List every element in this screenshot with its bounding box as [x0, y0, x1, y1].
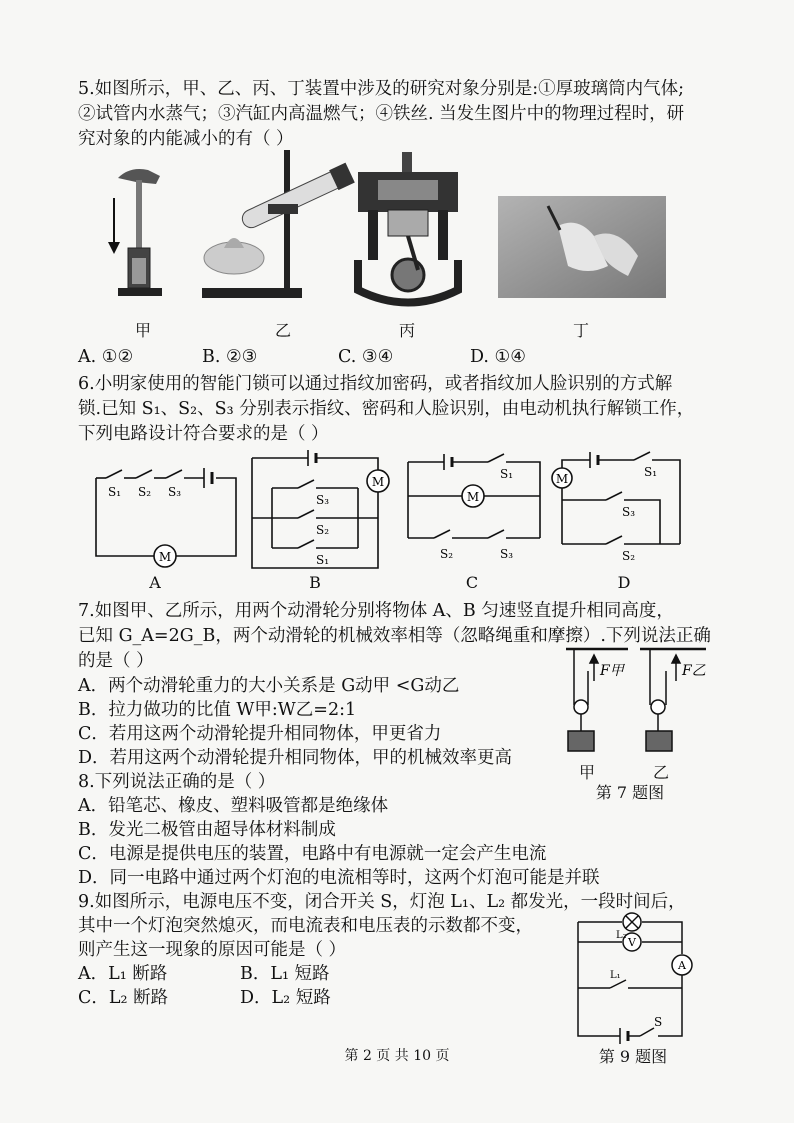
q8-option-c[interactable]: C．电源是提供电压的装置，电路中有电源就一定会产生电流 [78, 844, 547, 864]
q5-fig-label-ding: 丁 [572, 321, 589, 340]
q6-c-s1: S₁ [500, 467, 514, 481]
q9-option-d[interactable]: D．L₂ 短路 [240, 988, 331, 1008]
q5-text-line1: 5.如图所示，甲、乙、丙、丁装置中涉及的研究对象分别是:①厚玻璃筒内气体; [78, 79, 684, 99]
q5-fig-ding-wire [498, 196, 666, 298]
q9-text-line1: 9.如图所示，电源电压不变，闭合开关 S，灯泡 L₁、L₂ 都发光，一段时间后， [78, 892, 686, 912]
q6-circuit-label-a[interactable]: A [149, 573, 161, 592]
q7-force-yi: F乙 [682, 663, 706, 679]
q9-text-line2: 其中一个灯泡突然熄灭，而电流表和电压表的示数都不变， [78, 916, 533, 936]
q7-option-d[interactable]: D．若用这两个动滑轮提升相同物体，甲的机械效率更高 [78, 748, 513, 768]
q6-a-s3: S₃ [168, 485, 182, 499]
q6-a-motor: M [158, 550, 172, 564]
q7-text-line1: 7.如图甲、乙所示，用两个动滑轮分别将物体 A、B 匀速竖直提升相同高度， [78, 601, 674, 621]
q7-option-b[interactable]: B．拉力做功的比值 W甲:W乙=2:1 [78, 700, 357, 720]
q9-option-a[interactable]: A．L₁ 断路 [78, 964, 168, 984]
q7-fig-caption: 第 7 题图 [595, 783, 665, 802]
q9-label-l2: L₂ [616, 930, 627, 941]
q6-b-s1: S₁ [316, 553, 330, 567]
q5-option-c[interactable]: C. ③④ [338, 347, 394, 367]
q9-fig-caption: 第 9 题图 [598, 1047, 668, 1066]
q9-option-b[interactable]: B．L₁ 短路 [240, 964, 330, 984]
q6-circuit-b [248, 448, 396, 576]
q7-text-line2: 已知 G_A=2G_B，两个动滑轮的机械效率相等（忽略绳重和摩擦）.下列说法正确 [78, 626, 711, 646]
q5-fig-label-jia: 甲 [134, 321, 151, 340]
q6-d-s1: S₁ [644, 465, 658, 479]
q7-option-c[interactable]: C．若用这两个动滑轮提升相同物体，甲更省力 [78, 724, 442, 744]
q5-option-a[interactable]: A. ①② [78, 347, 134, 367]
q5-fig-bing-engine [338, 150, 478, 310]
q6-c-s2: S₂ [440, 547, 454, 561]
q6-a-s1: S₁ [108, 485, 122, 499]
q6-circuit-label-b[interactable]: B [309, 573, 321, 592]
q6-d-s3: S₃ [622, 505, 636, 519]
q5-text-line2: ②试管内水蒸气；③汽缸内高温燃气；④铁丝. 当发生图片中的物理过程时，研 [78, 104, 685, 124]
q6-circuit-a [92, 462, 240, 570]
q7-option-a[interactable]: A．两个动滑轮重力的大小关系是 G动甲 <G动乙 [78, 676, 460, 696]
q8-text-line1: 8.下列说法正确的是（ ） [78, 772, 276, 792]
q6-a-s2: S₂ [138, 485, 152, 499]
q6-circuit-label-c[interactable]: C [465, 573, 479, 592]
q9-label-l1: L₁ [610, 970, 621, 981]
q6-circuit-label-d[interactable]: D [617, 573, 631, 592]
q5-option-d[interactable]: D. ①④ [470, 347, 526, 367]
q5-fig-yi-testtube [198, 148, 358, 308]
q9-label-s: S [654, 1015, 663, 1029]
q5-text-line3: 究对象的内能减小的有（ ） [78, 129, 294, 149]
q6-circuit-c [404, 448, 544, 568]
q7-fig-label-jia: 甲 [578, 763, 595, 782]
q5-fig-label-yi: 乙 [274, 321, 291, 340]
q5-option-b[interactable]: B. ②③ [202, 347, 258, 367]
q6-text-line2: 锁.已知 S₁、S₂、S₃ 分别表示指纹、密码和人脸识别，由电动机执行解锁工作， [78, 399, 695, 419]
q6-d-s2: S₂ [622, 549, 636, 563]
q7-force-jia: F甲 [600, 663, 624, 679]
q5-fig-jia-cylinder [100, 158, 180, 308]
q6-c-motor: M [466, 490, 480, 504]
q6-b-motor: M [371, 475, 385, 489]
q9-fig-circuit [570, 912, 696, 1048]
q7-fig-pulleys [562, 645, 710, 763]
q6-d-motor: M [555, 472, 569, 486]
q7-text-line3: 的是（ ） [78, 651, 154, 671]
q6-c-s3: S₃ [500, 547, 514, 561]
q8-option-d[interactable]: D．同一电路中通过两个灯泡的电流相等时，这两个灯泡可能是并联 [78, 868, 600, 888]
q9-text-line3: 则产生这一现象的原因可能是（ ） [78, 940, 347, 960]
q5-fig-label-bing: 丙 [398, 321, 415, 340]
q6-b-s2: S₂ [316, 523, 330, 537]
q6-text-line1: 6.小明家使用的智能门锁可以通过指纹加密码，或者指纹加人脸识别的方式解 [78, 374, 673, 394]
q6-text-line3: 下列电路设计符合要求的是（ ） [78, 424, 329, 444]
q9-label-v: V [628, 936, 636, 949]
q6-circuit-d [550, 448, 690, 568]
q6-b-s3: S₃ [316, 493, 330, 507]
q9-label-a: A [678, 959, 686, 972]
page-footer: 第 2 页 共 10 页 [344, 1048, 450, 1064]
q7-fig-label-yi: 乙 [652, 763, 669, 782]
q8-option-b[interactable]: B．发光二极管由超导体材料制成 [78, 820, 336, 840]
q8-option-a[interactable]: A．铅笔芯、橡皮、塑料吸管都是绝缘体 [78, 796, 389, 816]
q9-option-c[interactable]: C．L₂ 断路 [78, 988, 169, 1008]
